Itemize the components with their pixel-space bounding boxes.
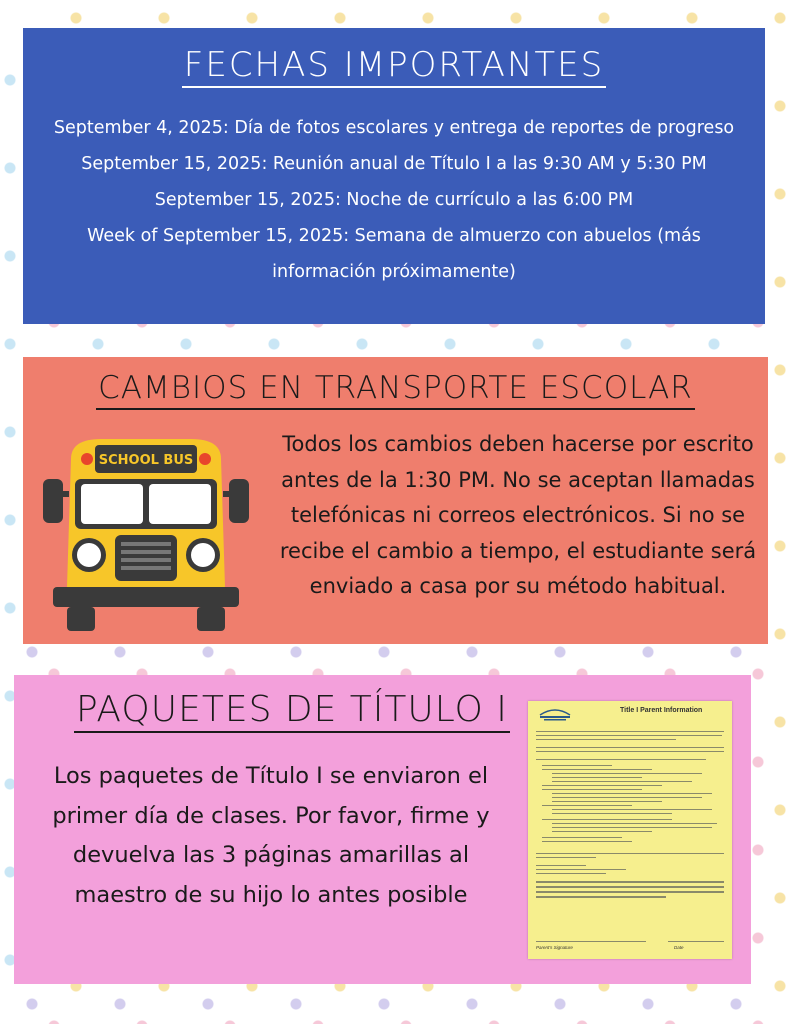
district-logo-icon xyxy=(536,705,574,723)
document-title: Title I Parent Information xyxy=(620,707,703,714)
school-bus-icon xyxy=(41,437,251,633)
transport-changes-text: Todos los cambios deben hacerse por escrito antes de la 1:30 PM. No se aceptan llamadas telefónicas ni correos electrónicos. Si no se recibe el cambio a tiempo, el estudiante será enviado a casa por su método habitual. xyxy=(279,432,757,598)
important-dates-title: FECHAS IMPORTANTES xyxy=(182,46,606,88)
title-one-packets-panel xyxy=(14,675,751,984)
date-line-2: September 15, 2025: Reunión anual de Título I a las 9:30 AM y 5:30 PM xyxy=(81,154,707,175)
date-line-4: Week of September 15, 2025: Semana de almuerzo con abuelos (más información próximamente) xyxy=(87,226,701,283)
date-line-1: September 4, 2025: Día de fotos escolares y entrega de reportes de progreso xyxy=(53,118,735,139)
date-line-3: September 15, 2025: Noche de currículo a las 6:00 PM xyxy=(154,190,634,211)
document-date-label: Date xyxy=(674,945,684,950)
document-signature-label: Parent's Signature xyxy=(536,945,573,950)
title-one-packets-title: PAQUETES DE TÍTULO I xyxy=(74,689,510,733)
transport-changes-panel xyxy=(23,357,768,644)
title-one-document-image xyxy=(528,701,732,959)
transport-changes-title: CAMBIOS EN TRANSPORTE ESCOLAR xyxy=(96,371,695,410)
title-one-packets-text: Los paquetes de Título I se enviaron el primer día de clases. Por favor, firme y devuelva las 3 páginas amarillas al maestro de su hijo lo antes posible xyxy=(52,763,490,908)
bus-sign-text: SCHOOL BUS xyxy=(98,453,194,468)
important-dates-panel xyxy=(23,28,765,324)
important-dates-list xyxy=(23,110,765,290)
